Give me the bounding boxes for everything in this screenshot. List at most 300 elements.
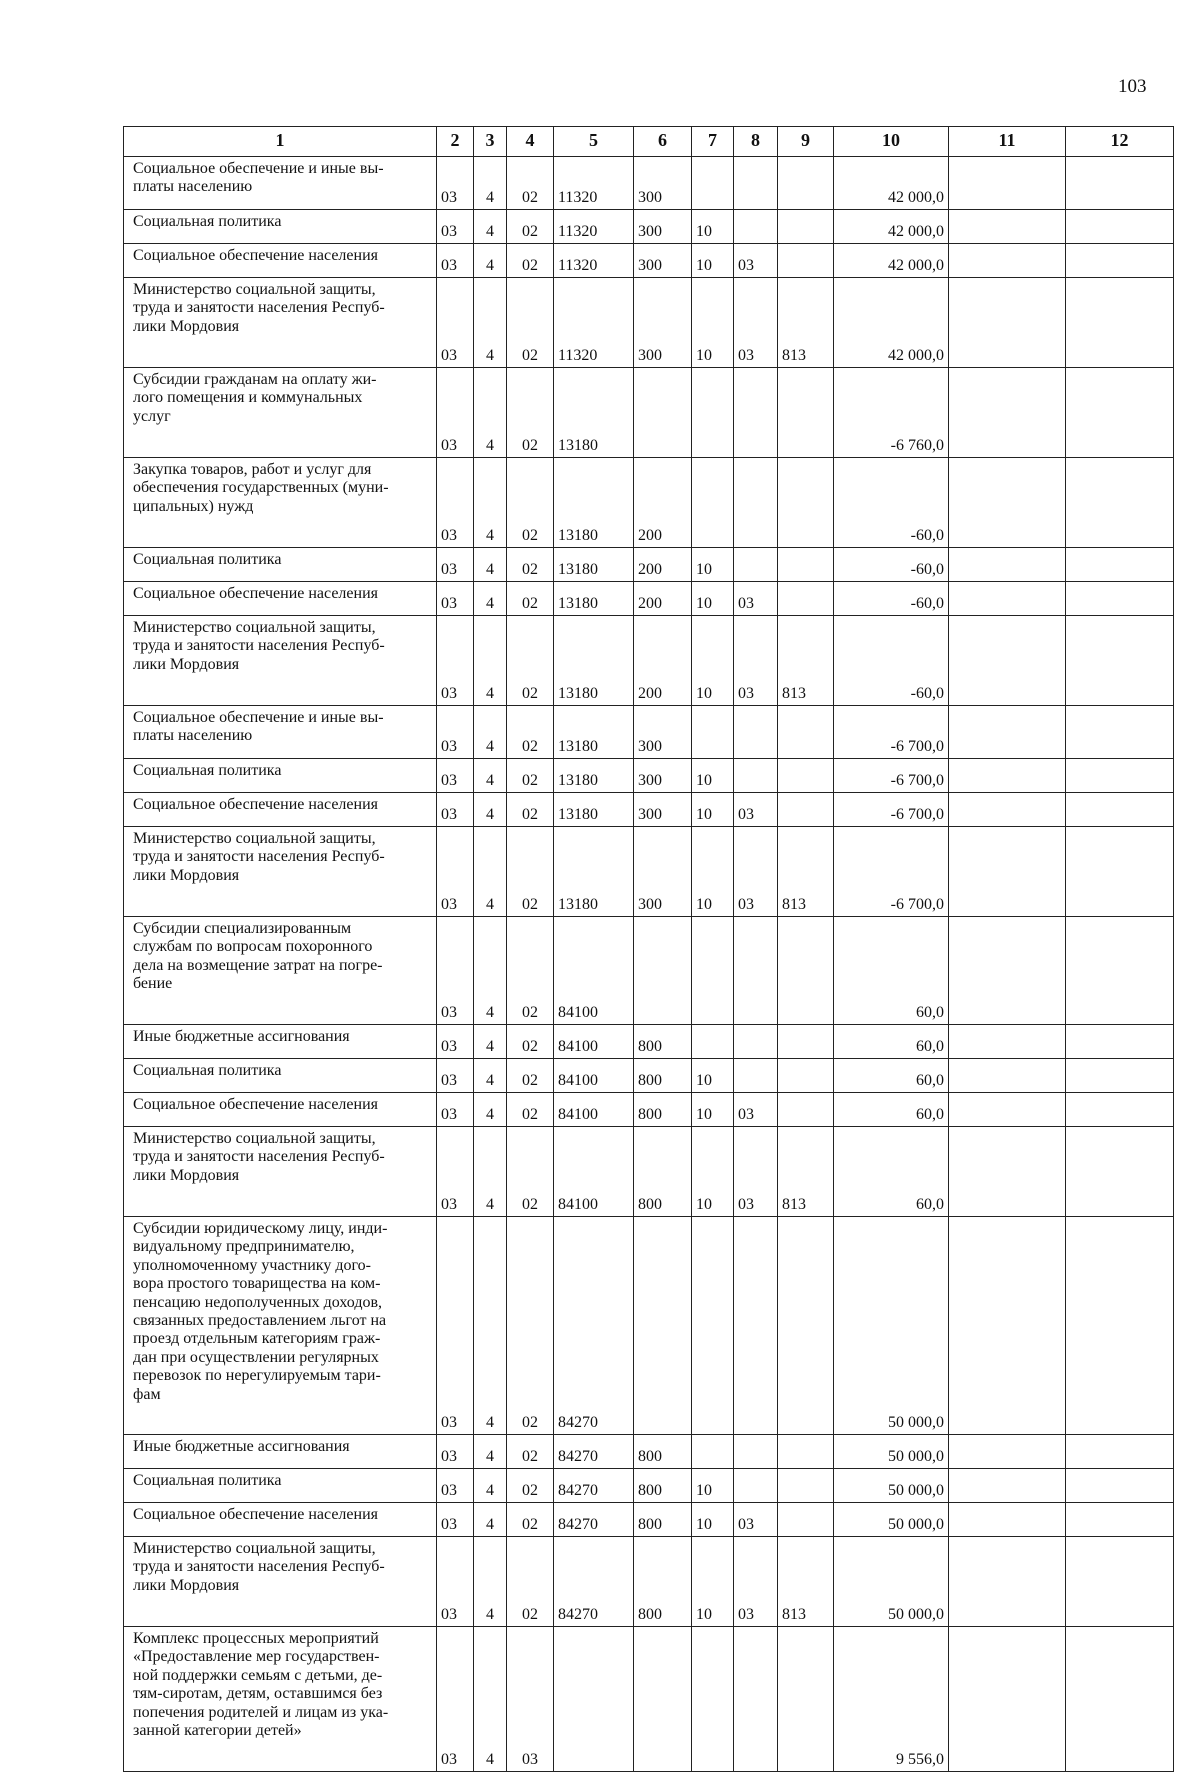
cell-col-2: 03 (437, 548, 474, 582)
cell-col-8 (734, 368, 778, 458)
row-name-line: Социальное обеспечение населения (133, 1506, 378, 1523)
table-row (124, 1627, 1174, 1772)
cell-col-3: 4 (474, 458, 507, 548)
cell-col-4: 02 (507, 1217, 554, 1435)
cell-col-5: 84270 (554, 1469, 634, 1503)
cell-col-6 (634, 917, 692, 1025)
cell-col-10: -6 700,0 (834, 793, 949, 827)
cell-col-2: 03 (437, 706, 474, 759)
cell-col-4: 02 (507, 458, 554, 548)
cell-col-6: 800 (634, 1093, 692, 1127)
cell-col-12 (1066, 1025, 1174, 1059)
row-name-line: труда и занятости населения Респуб- (133, 637, 385, 655)
cell-col-12 (1066, 1217, 1174, 1435)
cell-col-9 (778, 1627, 834, 1772)
row-name-line: труда и занятости населения Респуб- (133, 848, 385, 866)
cell-col-5: 84100 (554, 1025, 634, 1059)
cell-col-10: -60,0 (834, 458, 949, 548)
row-name-line: ципальных) нужд (133, 497, 254, 515)
cell-col-8 (734, 548, 778, 582)
cell-col-9 (778, 706, 834, 759)
budget-table (123, 126, 1174, 1772)
row-name-cell (124, 1059, 437, 1093)
page-number: 103 (1118, 76, 1147, 97)
row-name-line: труда и занятости населения Респуб- (133, 1148, 385, 1166)
cell-col-12 (1066, 1469, 1174, 1503)
row-name-line: пенсацию недополученных доходов, (133, 1293, 383, 1311)
cell-col-6: 300 (634, 278, 692, 368)
cell-col-4: 02 (507, 157, 554, 210)
cell-col-2: 03 (437, 759, 474, 793)
cell-col-7: 10 (692, 1127, 734, 1217)
cell-col-8: 03 (734, 1503, 778, 1537)
cell-col-10: -60,0 (834, 548, 949, 582)
cell-col-11 (949, 157, 1066, 210)
row-name-cell (124, 582, 437, 616)
row-name-line: обеспечения государственных (муни- (133, 479, 389, 497)
table-row (124, 278, 1174, 368)
cell-col-10: 50 000,0 (834, 1537, 949, 1627)
cell-col-11 (949, 244, 1066, 278)
row-name-line: Социальное обеспечение населения (133, 247, 378, 264)
cell-col-2: 03 (437, 582, 474, 616)
cell-col-11 (949, 458, 1066, 548)
cell-col-4: 02 (507, 1503, 554, 1537)
row-name-line: проезд отдельным категориям граж- (133, 1330, 381, 1348)
cell-col-6: 200 (634, 548, 692, 582)
cell-col-5: 11320 (554, 157, 634, 210)
cell-col-2: 03 (437, 793, 474, 827)
cell-col-12 (1066, 1127, 1174, 1217)
cell-col-7: 10 (692, 548, 734, 582)
cell-col-4: 02 (507, 827, 554, 917)
cell-col-10: 50 000,0 (834, 1503, 949, 1537)
cell-col-8: 03 (734, 278, 778, 368)
row-name-line: службам по вопросам похоронного (133, 938, 373, 956)
cell-col-7 (692, 917, 734, 1025)
cell-col-6: 300 (634, 244, 692, 278)
cell-col-4: 02 (507, 210, 554, 244)
row-name-line: услуг (133, 407, 171, 425)
row-name-line: Министерство социальной защиты, (133, 619, 376, 636)
cell-col-5: 84100 (554, 1059, 634, 1093)
row-name-line: уполномоченному участнику дого- (133, 1256, 371, 1274)
cell-col-9: 813 (778, 1537, 834, 1627)
cell-col-9 (778, 582, 834, 616)
row-name-cell (124, 210, 437, 244)
row-name-line: Министерство социальной защиты, (133, 1540, 376, 1557)
cell-col-12 (1066, 278, 1174, 368)
row-name-line: ной поддержки семьям с детьми, де- (133, 1666, 383, 1684)
cell-col-12 (1066, 244, 1174, 278)
row-name-line: Социальное обеспечение населения (133, 796, 378, 813)
table-row (124, 706, 1174, 759)
cell-col-8: 03 (734, 827, 778, 917)
cell-col-5: 84100 (554, 1093, 634, 1127)
cell-col-9: 813 (778, 1127, 834, 1217)
cell-col-11 (949, 210, 1066, 244)
row-name-cell (124, 1217, 437, 1435)
cell-col-11 (949, 1627, 1066, 1772)
table-row (124, 793, 1174, 827)
cell-col-9 (778, 368, 834, 458)
cell-col-11 (949, 1537, 1066, 1627)
cell-col-9 (778, 917, 834, 1025)
cell-col-4: 02 (507, 1469, 554, 1503)
cell-col-3: 4 (474, 1435, 507, 1469)
cell-col-11 (949, 1217, 1066, 1435)
cell-col-2: 03 (437, 827, 474, 917)
row-name-line: связанных предоставлением льгот на (133, 1311, 387, 1329)
cell-col-11 (949, 1093, 1066, 1127)
row-name-line: платы населению (133, 178, 253, 196)
cell-col-7: 10 (692, 210, 734, 244)
cell-col-10: -6 700,0 (834, 759, 949, 793)
cell-col-4: 02 (507, 1093, 554, 1127)
row-name-line: Субсидии специализированным (133, 920, 352, 937)
cell-col-3: 4 (474, 706, 507, 759)
cell-col-2: 03 (437, 368, 474, 458)
table-row (124, 1537, 1174, 1627)
cell-col-2: 03 (437, 458, 474, 548)
cell-col-5: 11320 (554, 210, 634, 244)
cell-col-9 (778, 548, 834, 582)
cell-col-2: 03 (437, 244, 474, 278)
cell-col-12 (1066, 706, 1174, 759)
cell-col-6: 300 (634, 793, 692, 827)
cell-col-6: 800 (634, 1435, 692, 1469)
cell-col-9 (778, 1059, 834, 1093)
header-col-12: 12 (1066, 127, 1174, 157)
cell-col-8 (734, 1469, 778, 1503)
cell-col-3: 4 (474, 1537, 507, 1627)
cell-col-7 (692, 1025, 734, 1059)
cell-col-11 (949, 759, 1066, 793)
cell-col-12 (1066, 827, 1174, 917)
cell-col-6: 200 (634, 616, 692, 706)
header-col-8: 8 (734, 127, 778, 157)
cell-col-4: 02 (507, 278, 554, 368)
cell-col-2: 03 (437, 157, 474, 210)
cell-col-6: 200 (634, 582, 692, 616)
row-name-cell (124, 368, 437, 458)
cell-col-5: 13180 (554, 368, 634, 458)
cell-col-2: 03 (437, 1469, 474, 1503)
cell-col-10: 50 000,0 (834, 1217, 949, 1435)
cell-col-9 (778, 759, 834, 793)
header-col-9: 9 (778, 127, 834, 157)
row-name-line: Социальная политика (133, 762, 282, 779)
row-name-line: дан при осуществлении регулярных (133, 1348, 379, 1366)
cell-col-10: -6 700,0 (834, 827, 949, 917)
cell-col-3: 4 (474, 548, 507, 582)
row-name-line: «Предоставление мер государствен- (133, 1648, 380, 1666)
cell-col-11 (949, 1469, 1066, 1503)
table-row (124, 1025, 1174, 1059)
cell-col-7: 10 (692, 244, 734, 278)
table-row (124, 548, 1174, 582)
row-name-cell (124, 244, 437, 278)
table-row (124, 1469, 1174, 1503)
cell-col-11 (949, 917, 1066, 1025)
row-name-line: Социальное обеспечение и иные вы- (133, 160, 384, 177)
cell-col-11 (949, 706, 1066, 759)
cell-col-8: 03 (734, 1093, 778, 1127)
cell-col-3: 4 (474, 1469, 507, 1503)
cell-col-11 (949, 1127, 1066, 1217)
cell-col-12 (1066, 917, 1174, 1025)
cell-col-8: 03 (734, 582, 778, 616)
header-col-3: 3 (474, 127, 507, 157)
cell-col-8 (734, 210, 778, 244)
row-name-line: вора простого товарищества на ком- (133, 1275, 381, 1293)
cell-col-12 (1066, 1093, 1174, 1127)
cell-col-8: 03 (734, 616, 778, 706)
header-col-2: 2 (437, 127, 474, 157)
row-name-cell (124, 1469, 437, 1503)
cell-col-6 (634, 1217, 692, 1435)
row-name-cell (124, 278, 437, 368)
cell-col-2: 03 (437, 1059, 474, 1093)
table-row (124, 917, 1174, 1025)
cell-col-7 (692, 368, 734, 458)
cell-col-6: 800 (634, 1025, 692, 1059)
row-name-line: лики Мордовия (133, 866, 240, 884)
cell-col-6: 800 (634, 1059, 692, 1093)
row-name-line: Субсидии гражданам на оплату жи- (133, 371, 377, 388)
row-name-cell (124, 616, 437, 706)
cell-col-7: 10 (692, 278, 734, 368)
cell-col-10: 9 556,0 (834, 1627, 949, 1772)
row-name-line: бение (133, 975, 173, 993)
cell-col-3: 4 (474, 1025, 507, 1059)
cell-col-5: 84270 (554, 1537, 634, 1627)
cell-col-6: 800 (634, 1127, 692, 1217)
table-row (124, 827, 1174, 917)
cell-col-3: 4 (474, 1127, 507, 1217)
cell-col-4: 02 (507, 582, 554, 616)
cell-col-7: 10 (692, 582, 734, 616)
row-name-cell (124, 1435, 437, 1469)
cell-col-6: 300 (634, 827, 692, 917)
cell-col-7: 10 (692, 793, 734, 827)
cell-col-10: 60,0 (834, 917, 949, 1025)
row-name-line: труда и занятости населения Респуб- (133, 299, 385, 317)
table-row (124, 1503, 1174, 1537)
row-name-line: Социальное обеспечение и иные вы- (133, 709, 384, 726)
table-row (124, 458, 1174, 548)
cell-col-7: 10 (692, 616, 734, 706)
row-name-line: лого помещения и коммунальных (133, 389, 363, 407)
cell-col-9 (778, 1469, 834, 1503)
cell-col-9 (778, 157, 834, 210)
cell-col-3: 4 (474, 244, 507, 278)
table-row (124, 368, 1174, 458)
cell-col-7 (692, 157, 734, 210)
row-name-cell (124, 1503, 437, 1537)
row-name-line: видуальному предпринимателю, (133, 1238, 355, 1256)
cell-col-10: -6 760,0 (834, 368, 949, 458)
cell-col-2: 03 (437, 616, 474, 706)
cell-col-3: 4 (474, 582, 507, 616)
table-row (124, 1127, 1174, 1217)
cell-col-6 (634, 1627, 692, 1772)
row-name-line: Социальное обеспечение населения (133, 585, 378, 602)
cell-col-4: 02 (507, 1537, 554, 1627)
row-name-line: лики Мордовия (133, 655, 240, 673)
cell-col-7 (692, 458, 734, 548)
cell-col-8: 03 (734, 244, 778, 278)
cell-col-12 (1066, 582, 1174, 616)
cell-col-9 (778, 1093, 834, 1127)
cell-col-2: 03 (437, 917, 474, 1025)
cell-col-2: 03 (437, 1627, 474, 1772)
row-name-line: фам (133, 1385, 161, 1403)
cell-col-5: 13180 (554, 458, 634, 548)
row-name-cell (124, 759, 437, 793)
cell-col-10: 60,0 (834, 1127, 949, 1217)
row-name-line: Социальная политика (133, 1062, 282, 1079)
cell-col-11 (949, 1025, 1066, 1059)
cell-col-4: 02 (507, 759, 554, 793)
cell-col-12 (1066, 1537, 1174, 1627)
cell-col-3: 4 (474, 278, 507, 368)
row-name-line: Министерство социальной защиты, (133, 281, 376, 298)
cell-col-12 (1066, 368, 1174, 458)
table-row (124, 1059, 1174, 1093)
cell-col-2: 03 (437, 1503, 474, 1537)
cell-col-2: 03 (437, 1025, 474, 1059)
cell-col-7 (692, 1435, 734, 1469)
cell-col-9 (778, 244, 834, 278)
table-row (124, 210, 1174, 244)
cell-col-5: 13180 (554, 827, 634, 917)
cell-col-10: 42 000,0 (834, 157, 949, 210)
cell-col-3: 4 (474, 827, 507, 917)
cell-col-7 (692, 1217, 734, 1435)
cell-col-7: 10 (692, 1093, 734, 1127)
table-row (124, 157, 1174, 210)
cell-col-11 (949, 1503, 1066, 1537)
row-name-cell (124, 1093, 437, 1127)
cell-col-5: 84100 (554, 917, 634, 1025)
cell-col-8 (734, 1627, 778, 1772)
cell-col-3: 4 (474, 157, 507, 210)
cell-col-5: 84270 (554, 1217, 634, 1435)
header-col-1: 1 (124, 127, 437, 157)
cell-col-12 (1066, 1435, 1174, 1469)
cell-col-4: 02 (507, 1435, 554, 1469)
cell-col-12 (1066, 458, 1174, 548)
cell-col-8 (734, 458, 778, 548)
cell-col-3: 4 (474, 1217, 507, 1435)
cell-col-11 (949, 1059, 1066, 1093)
cell-col-11 (949, 368, 1066, 458)
row-name-line: попечения родителей и лицам из ука- (133, 1703, 389, 1721)
table-row (124, 582, 1174, 616)
cell-col-7: 10 (692, 1537, 734, 1627)
table-row (124, 1093, 1174, 1127)
cell-col-10: 60,0 (834, 1093, 949, 1127)
row-name-line: занной категории детей» (133, 1721, 302, 1739)
cell-col-2: 03 (437, 1217, 474, 1435)
row-name-line: лики Мордовия (133, 1576, 240, 1594)
cell-col-8 (734, 1059, 778, 1093)
cell-col-5: 13180 (554, 759, 634, 793)
cell-col-10: 42 000,0 (834, 244, 949, 278)
cell-col-8 (734, 917, 778, 1025)
cell-col-6: 800 (634, 1537, 692, 1627)
cell-col-4: 02 (507, 1127, 554, 1217)
cell-col-2: 03 (437, 1435, 474, 1469)
row-name-line: платы населению (133, 727, 253, 745)
cell-col-2: 03 (437, 210, 474, 244)
cell-col-9 (778, 1217, 834, 1435)
row-name-line: Социальная политика (133, 213, 282, 230)
row-name-line: тям-сиротам, детям, оставшимся без (133, 1685, 383, 1703)
cell-col-5: 11320 (554, 244, 634, 278)
cell-col-9 (778, 793, 834, 827)
row-name-line: труда и занятости населения Респуб- (133, 1558, 385, 1576)
cell-col-3: 4 (474, 917, 507, 1025)
row-name-line: лики Мордовия (133, 317, 240, 335)
cell-col-9 (778, 458, 834, 548)
cell-col-3: 4 (474, 1093, 507, 1127)
cell-col-9 (778, 210, 834, 244)
cell-col-5: 13180 (554, 706, 634, 759)
cell-col-10: 42 000,0 (834, 210, 949, 244)
table-row (124, 759, 1174, 793)
row-name-line: Министерство социальной защиты, (133, 830, 376, 847)
cell-col-5: 84270 (554, 1503, 634, 1537)
row-name-line: Социальная политика (133, 1472, 282, 1489)
header-col-6: 6 (634, 127, 692, 157)
header-col-7: 7 (692, 127, 734, 157)
table-row (124, 244, 1174, 278)
cell-col-10: 42 000,0 (834, 278, 949, 368)
cell-col-3: 4 (474, 368, 507, 458)
cell-col-5: 11320 (554, 278, 634, 368)
cell-col-9 (778, 1025, 834, 1059)
row-name-cell (124, 706, 437, 759)
cell-col-6: 300 (634, 706, 692, 759)
cell-col-4: 02 (507, 917, 554, 1025)
cell-col-7: 10 (692, 1503, 734, 1537)
row-name-line: Субсидии юридическому лицу, инди- (133, 1220, 388, 1237)
cell-col-4: 02 (507, 706, 554, 759)
row-name-cell (124, 917, 437, 1025)
cell-col-10: 50 000,0 (834, 1469, 949, 1503)
header-col-11: 11 (949, 127, 1066, 157)
cell-col-6 (634, 368, 692, 458)
row-name-cell (124, 548, 437, 582)
row-name-line: Комплекс процессных мероприятий (133, 1630, 379, 1647)
row-name-cell (124, 458, 437, 548)
cell-col-4: 02 (507, 1025, 554, 1059)
cell-col-4: 03 (507, 1627, 554, 1772)
cell-col-6: 800 (634, 1469, 692, 1503)
cell-col-10: 50 000,0 (834, 1435, 949, 1469)
cell-col-8 (734, 706, 778, 759)
cell-col-5 (554, 1627, 634, 1772)
cell-col-12 (1066, 759, 1174, 793)
cell-col-11 (949, 1435, 1066, 1469)
row-name-cell (124, 1025, 437, 1059)
cell-col-3: 4 (474, 1503, 507, 1537)
row-name-cell (124, 1627, 437, 1772)
cell-col-3: 4 (474, 616, 507, 706)
row-name-line: Социальное обеспечение населения (133, 1096, 378, 1113)
